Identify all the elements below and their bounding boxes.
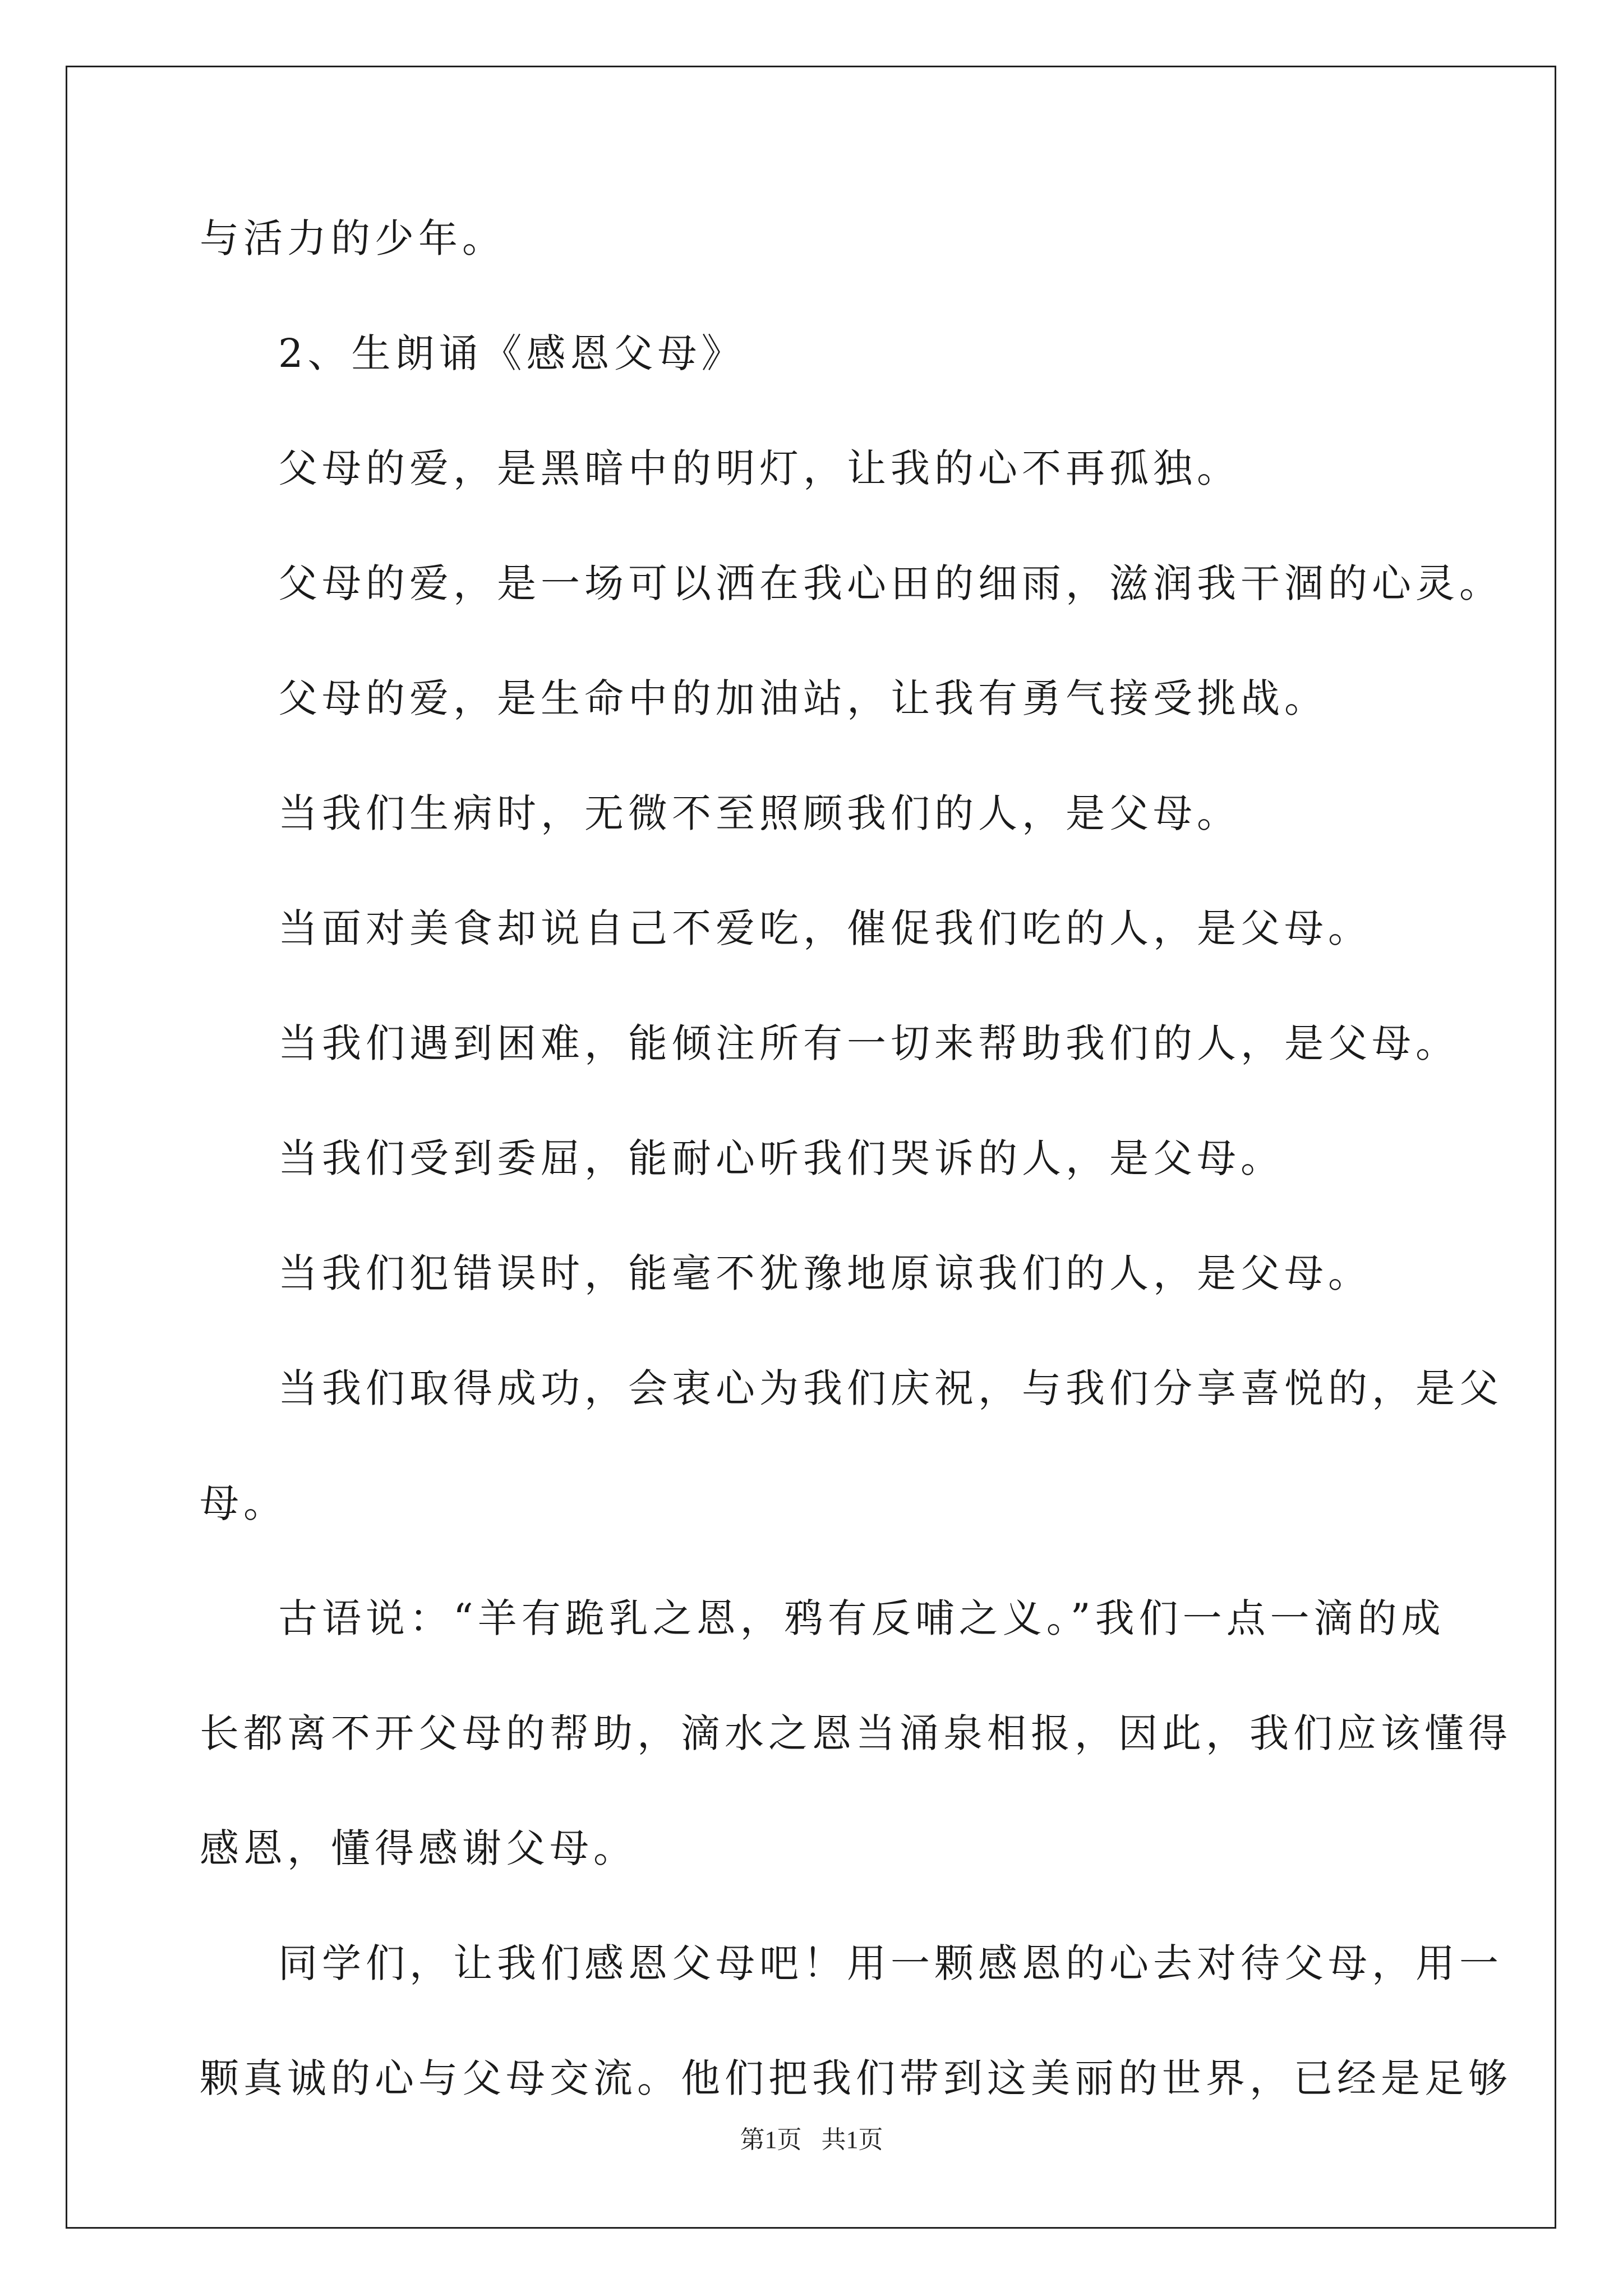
text-line: 当我们犯错误时，能毫不犹豫地原谅我们的人，是父母。 [278, 1250, 1372, 1296]
text-line: 母。 [200, 1480, 287, 1526]
text-line: 当我们取得成功，会衷心为我们庆祝，与我们分享喜悦的，是父 [278, 1365, 1503, 1411]
text-line: 与活力的少年。 [200, 215, 506, 261]
text-line: 感恩，懂得感谢父母。 [200, 1825, 637, 1871]
page-total: 共1页 [821, 2126, 883, 2154]
text-line: 当我们遇到困难，能倾注所有一切来帮助我们的人，是父母。 [278, 1020, 1459, 1066]
text-line: 古语说：“羊有跪乳之恩，鸦有反哺之义。”我们一点一滴的成 [278, 1595, 1445, 1641]
text-line: 当我们生病时，无微不至照顾我们的人，是父母。 [278, 790, 1241, 836]
text-line: 父母的爱，是生命中的加油站，让我有勇气接受挑战。 [278, 675, 1328, 721]
text-line: 当面对美食却说自己不爱吃，催促我们吃的人，是父母。 [278, 905, 1372, 951]
page-number: 第1页 [740, 2126, 802, 2154]
text-line: 同学们，让我们感恩父母吧！用一颗感恩的心去对待父母，用一 [278, 1940, 1503, 1986]
section-heading: 2、生朗诵《感恩父母》 [278, 330, 745, 376]
text-line: 颗真诚的心与父母交流。他们把我们带到这美丽的世界，已经是足够 [200, 2055, 1512, 2101]
text-line: 父母的爱，是黑暗中的明灯，让我的心不再孤独。 [278, 445, 1241, 491]
text-line: 当我们受到委屈，能耐心听我们哭诉的人，是父母。 [278, 1135, 1284, 1181]
text-line: 长都离不开父母的帮助，滴水之恩当涌泉相报，因此，我们应该懂得 [200, 1710, 1512, 1756]
text-line: 父母的爱，是一场可以洒在我心田的细雨，滋润我干涸的心灵。 [278, 560, 1503, 606]
page-footer [0, 2123, 1623, 2157]
